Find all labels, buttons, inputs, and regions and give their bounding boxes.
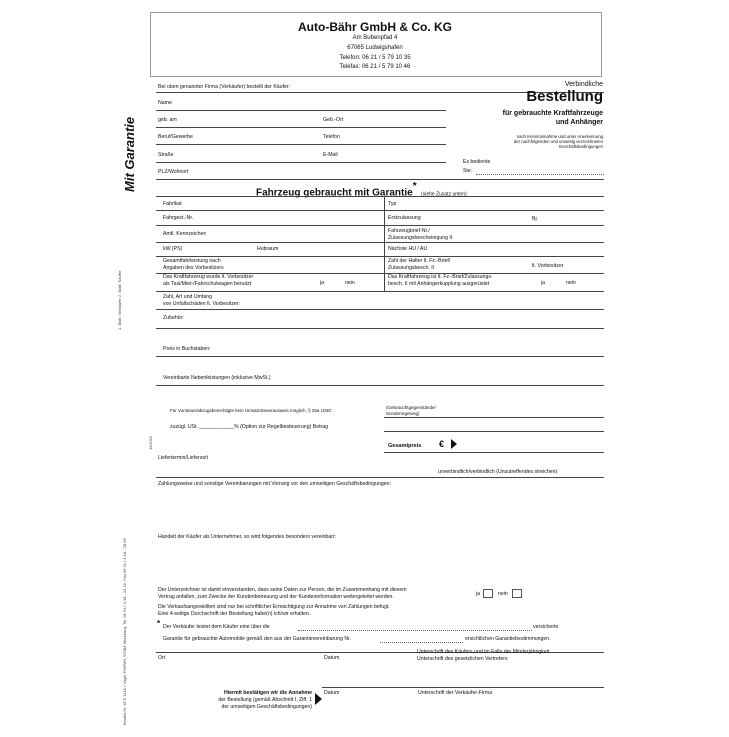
field-fahrgest: Fahrgest.-Nr. <box>163 215 194 221</box>
garantie-star: * <box>157 619 161 628</box>
field-geb-am: geb. am <box>158 117 177 123</box>
euro-sign: € <box>439 439 445 449</box>
kenntnis-2: der nachfolgenden und umseitig verzeichneten <box>513 139 603 144</box>
ort-label: Ort <box>158 655 166 661</box>
liefertermin-label: Liefertermin/Lieferzeit <box>158 455 208 461</box>
daten-text-2: Vertrag anfallen, zum Zwecke der Kundenbetreuung und der Kundeninformation weitergeleitet werden. <box>158 594 394 600</box>
field-halter-1: Zahl der Halter lt. Fz.-Brief/ <box>388 258 451 264</box>
unverbindlich-note: unverbindlich/verbindlich (Unzutreffendes streichen) <box>438 469 558 475</box>
intro-text: Bei oben genannter Firma (Verkäufer) bestellt der Käufer: <box>158 84 291 90</box>
daten-nein-checkbox[interactable] <box>512 589 522 598</box>
vehicle-star: * <box>412 181 417 192</box>
field-gesamt-2: Angaben des Vorbesitzers <box>163 265 224 271</box>
sie-line <box>476 174 604 175</box>
daten-ja-checkbox[interactable] <box>483 589 493 598</box>
verkauf-text-2: Eine 4-seitige Durchschrift der Bestellung habe(n) ich/wir erhalten. <box>158 611 311 617</box>
datum-label-2: Datum <box>324 690 340 696</box>
taxi-nein[interactable]: nein <box>345 280 355 286</box>
veh-line-1 <box>156 210 604 211</box>
daten-ja-label: ja <box>476 591 481 597</box>
vehicle-title: Fahrzeug gebraucht mit Garantie <box>256 187 413 199</box>
field-anh-1: Das Kraftfahrzeug ist lt. Fz.-Brief/Zulassungs- <box>388 274 493 280</box>
vehicle-note: (siehe Zusatz unten) <box>421 191 467 198</box>
hiermit-text-3: der umseitigen Geschäftsbedingungen) <box>221 704 312 710</box>
strasse-line <box>156 162 446 163</box>
sie-label: Sie: <box>463 168 472 174</box>
gebraucht-note-1: (Gebrauchtgegenstände/ <box>386 405 436 410</box>
geb-line <box>156 127 446 128</box>
field-taxi-2: als Taxi/Miet-/Fahrschulwagen benutzt <box>163 281 252 287</box>
price-in-words: Preis in Buchstaben: <box>163 346 211 352</box>
nebenleistungen: Vereinbarte Nebenleistungen (inklusive MwSt.) <box>163 375 271 381</box>
company-fax: Telefax: 06 21 / 5 79 10 46 <box>339 64 411 70</box>
versicherte-label: versicherte <box>533 624 559 630</box>
field-plz: PLZ/Wohnort <box>158 169 189 175</box>
verkauf-text-1: Die Verkaufsangestellten sind nur bei schriftlicher Ermächtigung zur Annahme von Zahlungen befugt. <box>158 604 390 610</box>
field-beruf: Beruf/Gewerbe <box>158 134 193 140</box>
verkaeufer-firma-label: Unterschrift der Verkäufer-Firma <box>418 690 493 696</box>
field-kennzeichen: Amtl. Kennzeichen <box>163 231 207 237</box>
unterschrift-kaeufer-2: Unterschrift des gesetzlichen Vertreters <box>417 656 508 662</box>
gebraucht-note-2: Sonderregelung) <box>386 411 420 416</box>
taxi-ja[interactable]: ja <box>320 280 325 286</box>
field-geb-ort: Geb.-Ort <box>323 117 344 123</box>
company-phone: Telefon: 06 21 / 5 79 10 35 <box>339 55 411 61</box>
field-hu: Nächste HU / AU <box>388 246 428 252</box>
vehicle-title-row <box>256 181 467 200</box>
form-code: 11/2015 <box>148 435 153 450</box>
zuzueglich-ust: zuzügl. USt. ____________% (Option zur Regelbesteuerung) Betrag <box>170 424 329 430</box>
company-name: Auto-Bähr GmbH & Co. KG <box>298 20 452 34</box>
field-vorbesitzer: lt. Vorbesitzer <box>532 263 564 269</box>
field-fabrikat: Fabrikat <box>163 201 182 207</box>
field-unfall-1: Zahl, Art und Umfang <box>163 294 213 300</box>
price-line <box>156 356 604 357</box>
field-bj: Bj. <box>532 216 539 222</box>
beruf-line <box>156 144 446 145</box>
vorsteuer-note: Für Vorsteuerabzugsberechtigte kein Umsatzsteuerausweis möglich, § 25a UStG <box>170 408 332 413</box>
company-city: 67065 Ludwigshafen <box>347 45 403 51</box>
kenntnis-3: Geschäftsbedingungen <box>558 144 603 149</box>
veh-line-7 <box>156 309 604 310</box>
unterschrift-kaeufer-1: Unterschrift des Käufers und im Falle der Minderjährigkeit <box>417 649 550 655</box>
field-gesamt-1: Gesamtfahrleistung nach <box>163 258 221 264</box>
field-name: Name <box>158 100 172 106</box>
field-email: E-Mail <box>323 152 338 158</box>
daten-text-1: Der Unterzeichner ist damit einverstanden, dass seine Daten zur Person, die im Zusammenhang mit diesem <box>158 587 407 593</box>
fuer-label-1: für gebrauchte Kraftfahrzeuge <box>502 110 603 117</box>
veh-line-0 <box>156 196 604 197</box>
field-strasse: Straße <box>158 152 174 158</box>
garantie-line-text: Garantie für gebrauchte Automobile gemäß den aus der Garantievereinbarung Nr. <box>163 636 352 642</box>
field-anh-2: besch. II mit Anhängerkupplung ausgerüstet <box>388 281 490 287</box>
field-taxi-1: Das Kraftfahrzeug wurde lt. Vorbesitzer <box>163 274 254 280</box>
name-line <box>156 110 446 111</box>
daten-nein-label: nein <box>498 591 508 597</box>
bedient-label: Es bediente <box>463 159 491 165</box>
kenntnis-1: nach Kenntnisnahme und unter Anerkennung <box>516 134 603 139</box>
field-typ: Typ <box>388 201 397 207</box>
vorsteuer-line <box>384 417 604 418</box>
field-telefon: Telefon <box>323 134 340 140</box>
veh-line-4 <box>156 256 604 257</box>
field-halter-2: Zulassungsbesch. II <box>388 265 435 271</box>
garantie-fill-line <box>298 630 532 631</box>
company-street: Am Bubenpfad 4 <box>352 35 398 41</box>
gesamtpreis-arrow-icon <box>451 439 457 449</box>
unternehmer-label: Handelt der Käufer als Unternehmer, so wird folgendes besonders vereinbart: <box>158 534 336 540</box>
plz-line <box>156 179 604 180</box>
field-kw: kW (PS) <box>163 246 183 252</box>
field-unfall-2: von Unfallschäden lt. Vorbesitzer: <box>163 301 240 307</box>
fuer-label-2: und Anhänger <box>555 119 603 126</box>
verkaeufer-leistet: Der Verkäufer leistet dem Käufer eine über die <box>163 624 270 630</box>
liefer-line <box>156 477 604 478</box>
field-brief-2: Zulassungsbescheinigung II <box>388 235 453 241</box>
gesamtpreis-label: Gesamtpreis <box>388 443 422 449</box>
hiermit-text-1: Hiermit bestätigen wir die Annahme <box>223 690 312 696</box>
publisher-note: Bestell-Nr. KFZ 1145 • Vogel FORMS, 97084 Würzburg, Tel. 09 31 / 4 18 - 24 32, Fax 09 31 / 4 18 - 28 66 <box>122 538 127 725</box>
field-zubehoer: Zubehör: <box>163 315 184 321</box>
veh-line-8 <box>156 328 604 329</box>
anh-nein[interactable]: nein <box>566 280 576 286</box>
field-hubraum: Hubraum <box>257 246 279 252</box>
garantie-nr-line <box>380 642 463 643</box>
ust-line <box>384 431 604 432</box>
verbindliche-label: Verbindliche <box>564 81 603 88</box>
veh-line-2 <box>156 225 604 226</box>
veh-line-3 <box>156 242 604 243</box>
gesamtpreis-line <box>384 452 604 453</box>
hiermit-arrow-icon <box>315 693 322 705</box>
signature-line-2 <box>322 687 604 688</box>
zahlungsweise-label: Zahlungsweise und sonstige Vereinbarungen mit Vorrang vor den umseitigen Geschäftsbedingungen: <box>158 481 392 487</box>
field-erstzulassung: Erstzulassung <box>388 215 421 221</box>
bestellung-title: Bestellung <box>526 88 603 105</box>
field-brief-1: Fahrzeugbrief-Nr./ <box>388 228 430 234</box>
anh-ja[interactable]: ja <box>541 280 546 286</box>
copies-note: 1. Blatt: Verkäufer 2. Blatt: Käufer <box>117 270 122 330</box>
veh-line-6 <box>156 291 604 292</box>
ersichtlich-text: ersichtlichen Garantiebestimmungen. <box>465 636 551 642</box>
neben-line <box>156 385 604 386</box>
hiermit-text-2: der Bestellung (gemäß Abschnitt I, Ziff. 1 <box>218 697 312 703</box>
mit-garantie-label: Mit Garantie <box>122 116 137 192</box>
datum-label: Datum <box>324 655 340 661</box>
